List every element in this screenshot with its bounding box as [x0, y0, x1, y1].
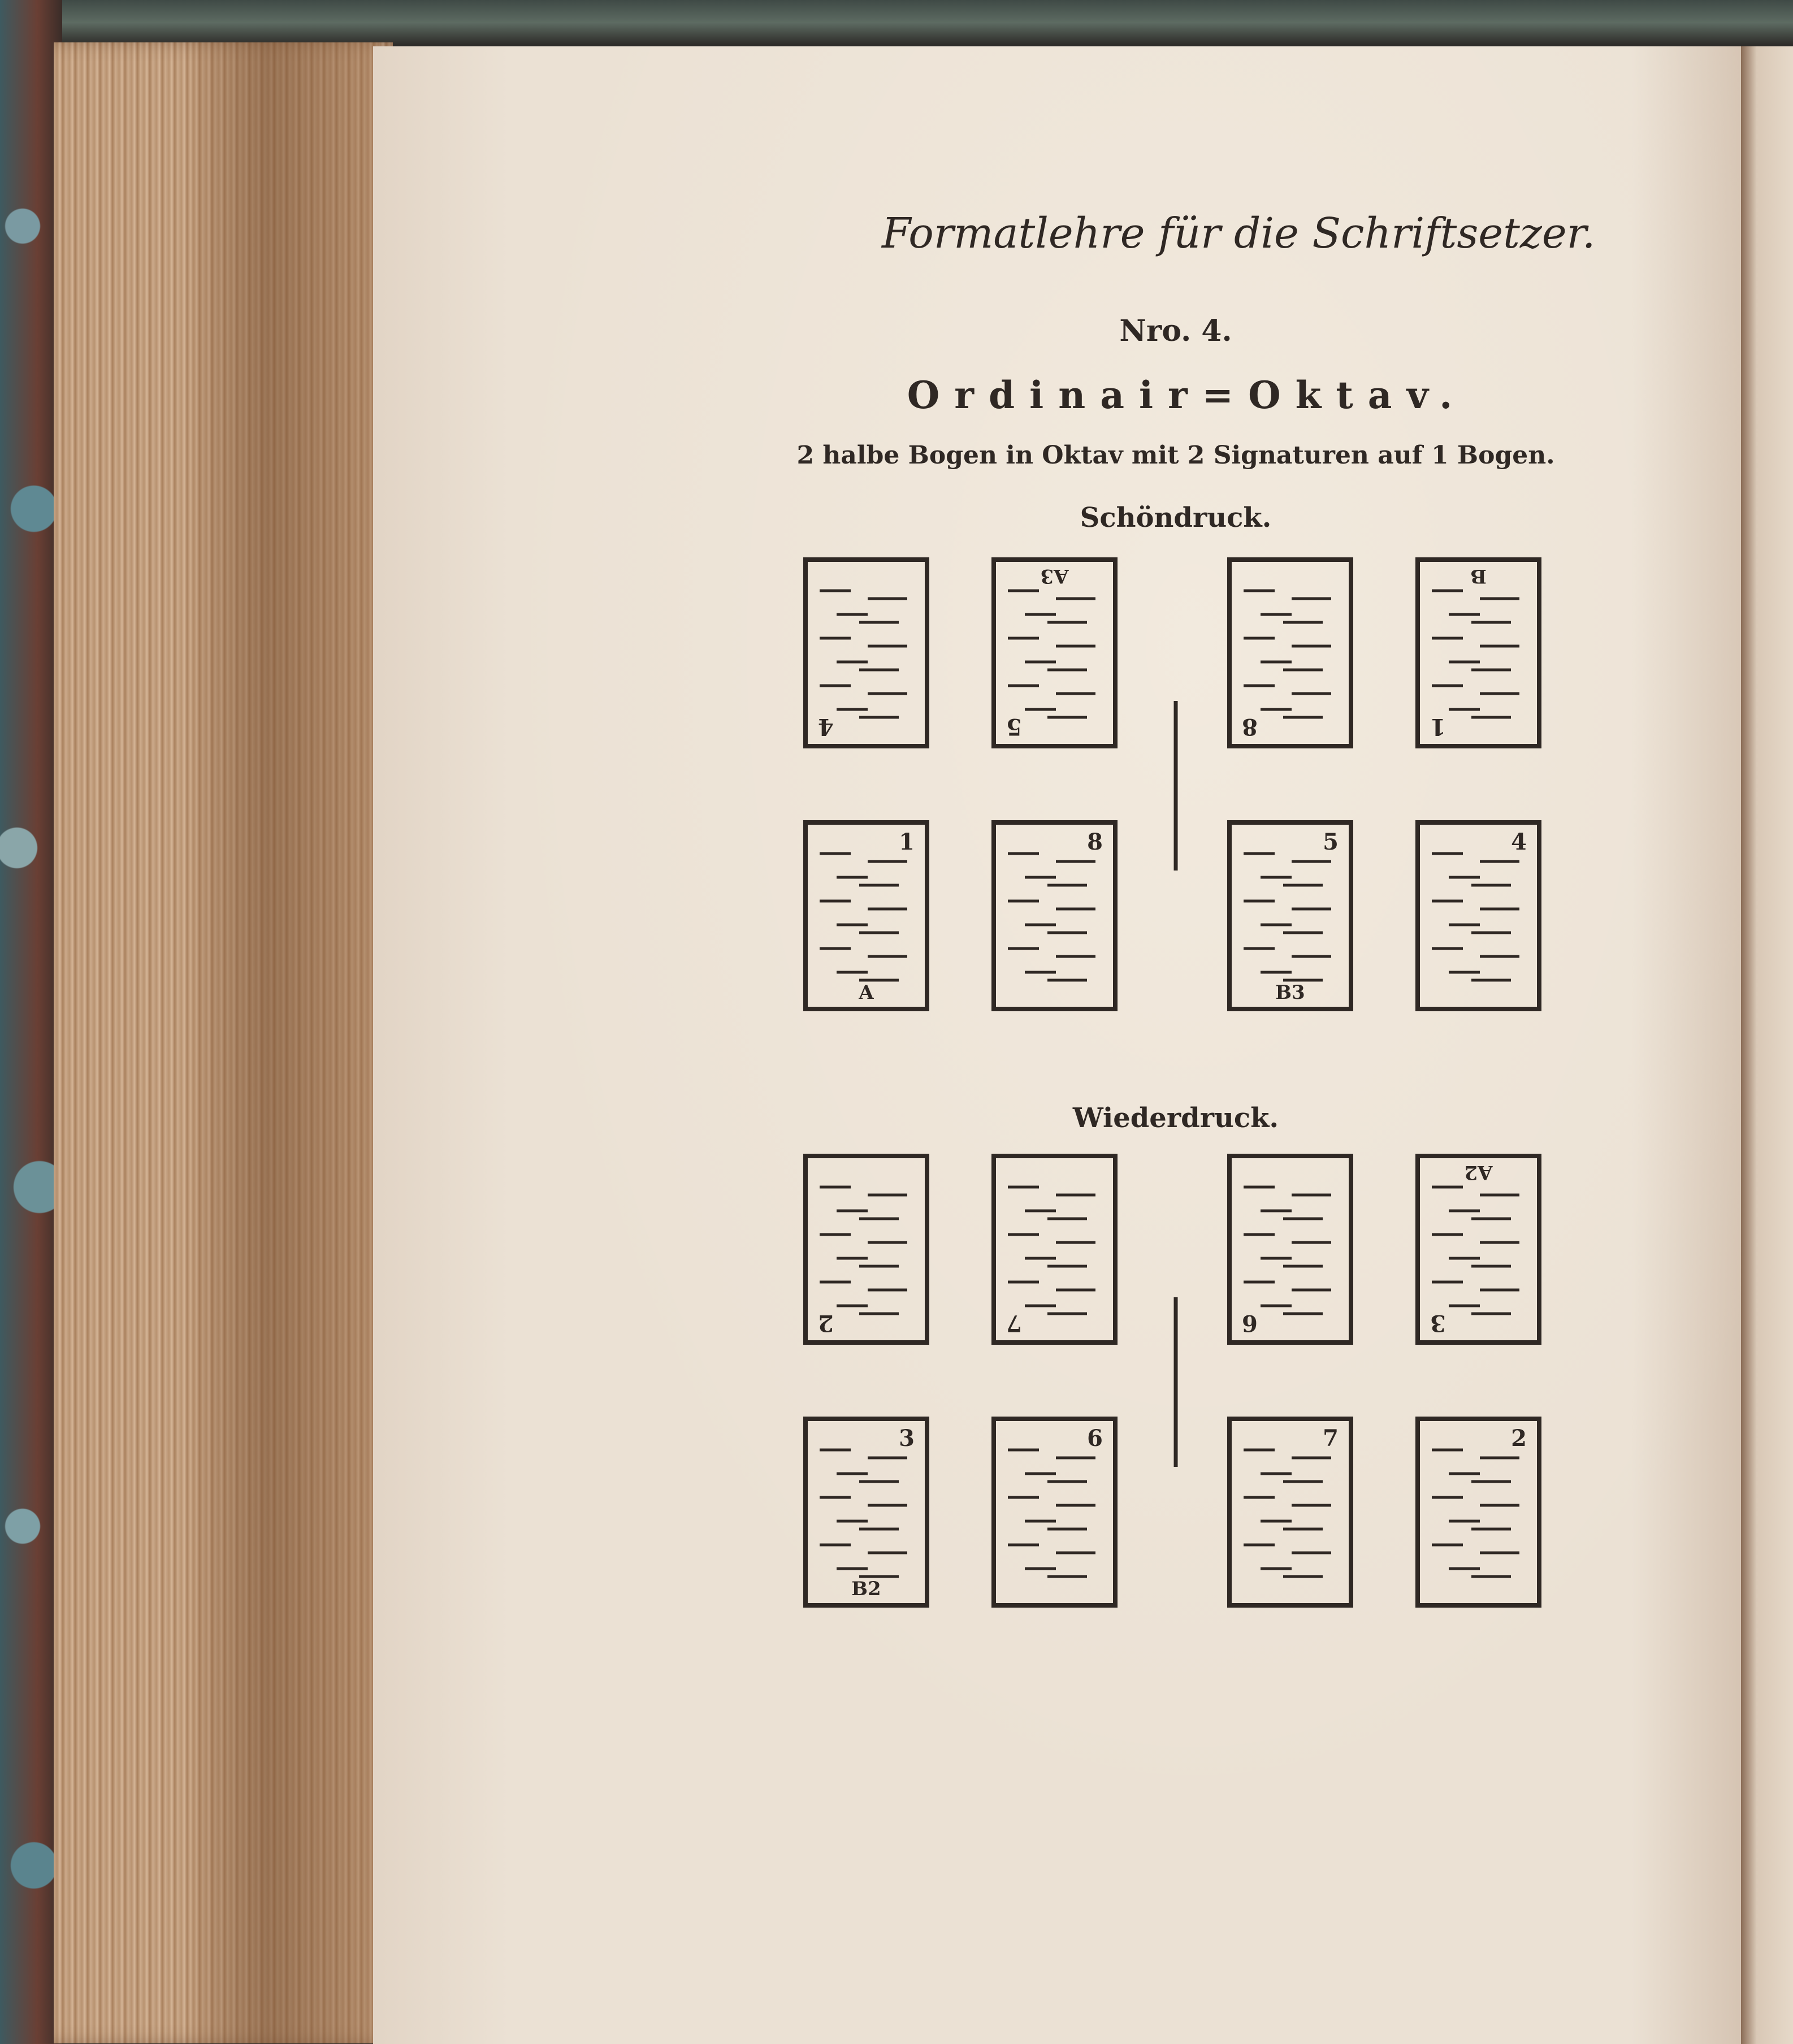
format-heading: Ordinair=Oktav. [907, 373, 1467, 417]
wiederdruck-page-2 [994, 1156, 1115, 1343]
plate-number: Nro. 4. [1119, 314, 1232, 348]
wiederdruck-page-1 [805, 1156, 927, 1343]
page-number: 8 [1242, 713, 1258, 740]
schoendruck-page-8 [1418, 822, 1539, 1009]
page-number: 1 [1430, 713, 1446, 740]
schoendruck-page-3 [1229, 560, 1351, 746]
page-labels [851, 1425, 915, 1600]
page-number: 3 [1430, 1310, 1446, 1336]
page-labels [1323, 1425, 1339, 1452]
page-number: 6 [1242, 1310, 1258, 1336]
page-number: 1 [899, 829, 915, 855]
page-labels [1511, 829, 1527, 855]
section-wiederdruck: Wiederdruck. [1072, 1102, 1279, 1134]
page-number: 5 [1006, 713, 1022, 740]
page-labels [858, 829, 915, 1004]
wiederdruck-page-8 [1418, 1419, 1539, 1605]
page-number: 4 [1511, 829, 1527, 855]
page-labels [1511, 1425, 1527, 1452]
page-number: 6 [1087, 1425, 1103, 1452]
page-labels [1275, 829, 1339, 1004]
signature-mark: B2 [851, 1578, 881, 1600]
page-number: 2 [818, 1310, 834, 1336]
wiederdruck-page-7 [1229, 1419, 1351, 1605]
signature-mark: A [859, 981, 874, 1004]
signature-mark: B [1470, 565, 1487, 587]
page-labels [1006, 1310, 1022, 1336]
page-number: 3 [899, 1425, 915, 1452]
page-title: Formatlehre für die Schriftsetzer. [882, 209, 1596, 258]
wiederdruck-page-5 [805, 1419, 927, 1605]
schoendruck-page-6 [994, 822, 1115, 1009]
page-number: 2 [1511, 1425, 1527, 1452]
page-labels [1242, 713, 1258, 740]
section-schoendruck: Schöndruck. [1080, 502, 1272, 534]
page-number: 7 [1006, 1310, 1022, 1336]
schoendruck-page-2 [994, 560, 1115, 746]
signature-mark: A2 [1464, 1161, 1493, 1184]
page-number: 5 [1323, 829, 1339, 855]
page-number: 8 [1087, 829, 1103, 855]
signature-mark: B3 [1275, 981, 1305, 1004]
schoendruck-page-5 [805, 822, 927, 1009]
wiederdruck-page-6 [994, 1419, 1115, 1605]
format-subtitle: 2 halbe Bogen in Oktav mit 2 Signaturen auf 1 Bogen. [796, 441, 1555, 470]
page-number: 4 [818, 713, 834, 740]
page-labels [818, 713, 834, 740]
schoendruck-page-7 [1229, 822, 1351, 1009]
signature-mark: A3 [1040, 565, 1069, 587]
schoendruck-page-1 [805, 560, 927, 746]
page-labels [1087, 1425, 1103, 1452]
page-labels [1242, 1310, 1258, 1336]
page-labels [818, 1310, 834, 1336]
page-number: 7 [1323, 1425, 1339, 1452]
schoendruck-page-4 [1418, 560, 1539, 746]
page-labels [1087, 829, 1103, 855]
wiederdruck-page-4 [1418, 1156, 1539, 1343]
wiederdruck-page-3 [1229, 1156, 1351, 1343]
